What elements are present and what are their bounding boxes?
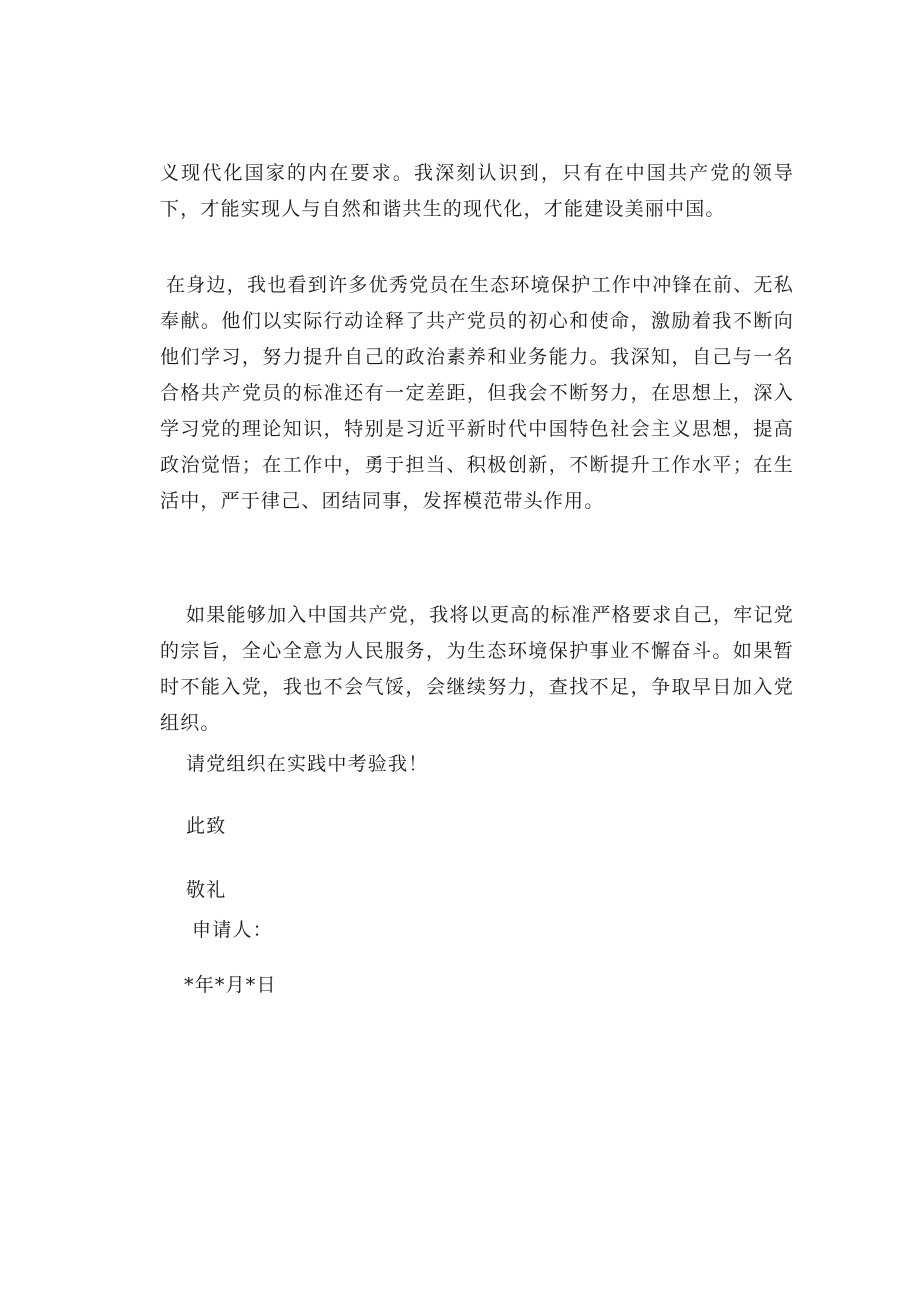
paragraph-1: 义现代化国家的内在要求。我深刻认识到，只有在中国共产党的领导下，才能实现人与自然和谐共生的现代化，才能建设美丽中国。	[160, 162, 794, 220]
salutation: 此致	[186, 815, 227, 837]
paragraph-3: 如果能够加入中国共产党，我将以更高的标准严格要求自己，牢记党的宗旨，全心全意为人民服务，为生态环境保护事业不懈奋斗。如果暂时不能入党，我也不会气馁，会继续努力，查找不足，争取早日加入党组织。	[160, 604, 794, 734]
paragraph-2: 在身边，我也看到许多优秀党员在生态环境保护工作中冲锋在前、无私奉献。他们以实际行动诠释了共产党员的初心和使命，激励着我不断向他们学习，努力提升自己的政治素养和业务能力。我深知，自己与一名合格共产党员的标准还有一定差距，但我会不断努力，在思想上，深入学习党的理论知识，特别是习近平新时代中国特色社会主义思想，提高政治觉悟；在工作中，勇于担当、积极创新，不断提升工作水平；在生活中，严于律己、团结同事，发挥模范带头作用。	[160, 274, 794, 512]
respect-line: 敬礼	[186, 879, 227, 901]
date-line: *年*月*日	[184, 974, 277, 996]
closing-line: 请党组织在实践中考验我！	[186, 753, 429, 775]
applicant-label: 申请人：	[192, 919, 273, 941]
